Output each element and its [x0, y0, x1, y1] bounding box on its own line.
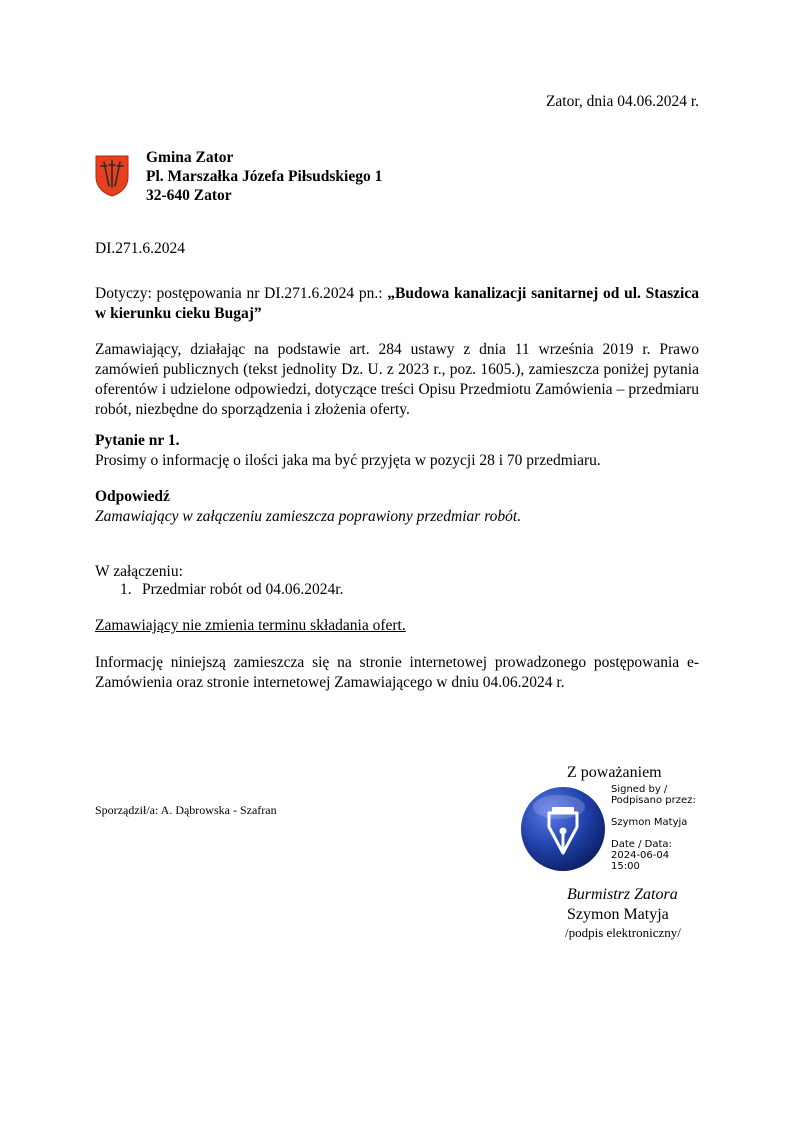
question-text: Prosimy o informację o ilości jaka ma być przyjęta w pozycji 28 i 70 przedmiaru. [95, 452, 601, 469]
signature-date: 2024-06-04 [611, 850, 670, 861]
sender-name: Gmina Zator [146, 149, 234, 166]
answer-heading: Odpowiedź [95, 488, 170, 505]
subject-prefix: Dotyczy: postępowania nr DI.271.6.2024 pn.: [95, 285, 388, 302]
deadline-notice: Zamawiający nie zmienia terminu składania ofert. [95, 617, 406, 634]
mayor-title: Burmistrz Zatora [567, 886, 678, 903]
attachment-number: 1. [120, 581, 132, 598]
document-date: Zator, dnia 04.06.2024 r. [545, 93, 699, 110]
attachment-text: Przedmiar robót od 04.06.2024r. [142, 581, 344, 598]
attachment-item [120, 580, 343, 600]
answer-text: Zamawiający w załączeniu zamieszcza poprawiony przedmiar robót. [95, 508, 522, 525]
signer-name: Szymon Matyja [611, 817, 688, 828]
date-label: Date / Data: [611, 839, 672, 850]
prepared-by: Sporządził/a: A. Dąbrowska - Szafran [95, 803, 277, 817]
signed-by-label-2: Podpisano przez: [611, 795, 696, 806]
digital-signature-pen-icon [519, 785, 607, 873]
electronic-signature-note: /podpis elektroniczny/ [565, 925, 681, 940]
signature-details [611, 784, 696, 872]
signed-by-label-1: Signed by / [611, 784, 668, 795]
sender-address [146, 148, 382, 205]
subject-title: „Budowa kanalizacji sanitarnej od ul. Staszica w kierunku cieku Bugaj” [95, 285, 699, 322]
reference-number: DI.271.6.2024 [95, 240, 185, 257]
sender-postal: 32-640 Zator [146, 187, 232, 204]
attachments-heading: W załączeniu: [95, 563, 183, 580]
question-heading: Pytanie nr 1. [95, 432, 180, 449]
subject-paragraph [95, 284, 699, 324]
intro-paragraph: Zamawiający, działając na podstawie art. 284 ustawy z dnia 11 września 2019 r. Prawo zamówień publicznych (tekst jednolity Dz. U. z 2023 r., poz. 1605.), zamieszcza poniżej pytania oferentów i udzielone odpowiedzi, dotyczące treści Opisu Przedmiotu Zamówienia – przedmiaru robót, niezbędne do sporządzenia i złożenia oferty. [95, 341, 699, 418]
publication-info: Informację niniejszą zamieszcza się na stronie internetowej prowadzonego postępowania e-Zamówienia oraz stronie internetowej Zamawiającego w dniu 04.06.2024 r. [95, 654, 699, 691]
sender-street: Pl. Marszałka Józefa Piłsudskiego 1 [146, 168, 383, 185]
mayor-name: Szymon Matyja [567, 906, 669, 923]
signature-time: 15:00 [611, 861, 640, 872]
regards: Z poważaniem [567, 764, 662, 781]
zator-coat-of-arms-icon [95, 155, 129, 197]
